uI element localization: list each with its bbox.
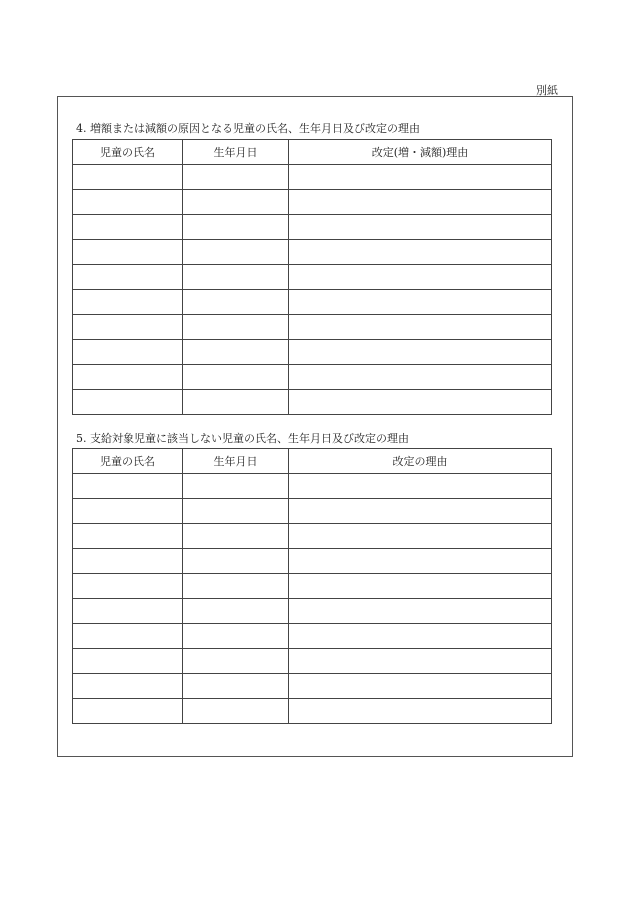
cell-child-name[interactable] bbox=[73, 390, 183, 415]
cell-child-name[interactable] bbox=[73, 624, 183, 649]
column-header-revision-reason: 改定(増・減額)理由 bbox=[289, 140, 552, 165]
cell-revision-reason[interactable] bbox=[289, 474, 552, 499]
cell-child-name[interactable] bbox=[73, 215, 183, 240]
table-row bbox=[73, 190, 552, 215]
table-row bbox=[73, 290, 552, 315]
table-row bbox=[73, 215, 552, 240]
cell-child-name[interactable] bbox=[73, 499, 183, 524]
cell-child-name[interactable] bbox=[73, 165, 183, 190]
table-row bbox=[73, 365, 552, 390]
cell-birthdate[interactable] bbox=[183, 190, 289, 215]
cell-revision-reason[interactable] bbox=[289, 624, 552, 649]
cell-child-name[interactable] bbox=[73, 474, 183, 499]
cell-birthdate[interactable] bbox=[183, 315, 289, 340]
cell-revision-reason[interactable] bbox=[289, 549, 552, 574]
cell-birthdate[interactable] bbox=[183, 649, 289, 674]
reason-table-section-5 bbox=[72, 448, 552, 724]
table-row bbox=[73, 549, 552, 574]
cell-birthdate[interactable] bbox=[183, 474, 289, 499]
column-header-child-name: 児童の氏名 bbox=[73, 449, 183, 474]
cell-birthdate[interactable] bbox=[183, 265, 289, 290]
cell-child-name[interactable] bbox=[73, 190, 183, 215]
cell-child-name[interactable] bbox=[73, 599, 183, 624]
cell-revision-reason[interactable] bbox=[289, 315, 552, 340]
cell-revision-reason[interactable] bbox=[289, 365, 552, 390]
cell-birthdate[interactable] bbox=[183, 499, 289, 524]
table-row bbox=[73, 340, 552, 365]
column-header-child-name: 児童の氏名 bbox=[73, 140, 183, 165]
cell-revision-reason[interactable] bbox=[289, 674, 552, 699]
cell-revision-reason[interactable] bbox=[289, 290, 552, 315]
section-5-heading: 5. 支給対象児童に該当しない児童の氏名、生年月日及び改定の理由 bbox=[76, 432, 409, 445]
table-row bbox=[73, 474, 552, 499]
table-row bbox=[73, 699, 552, 724]
reason-table-section-4 bbox=[72, 139, 552, 415]
cell-birthdate[interactable] bbox=[183, 599, 289, 624]
cell-child-name[interactable] bbox=[73, 549, 183, 574]
cell-birthdate[interactable] bbox=[183, 365, 289, 390]
cell-revision-reason[interactable] bbox=[289, 240, 552, 265]
cell-revision-reason[interactable] bbox=[289, 699, 552, 724]
cell-birthdate[interactable] bbox=[183, 574, 289, 599]
column-header-revision-reason: 改定の理由 bbox=[289, 449, 552, 474]
cell-birthdate[interactable] bbox=[183, 674, 289, 699]
cell-child-name[interactable] bbox=[73, 290, 183, 315]
cell-revision-reason[interactable] bbox=[289, 390, 552, 415]
cell-child-name[interactable] bbox=[73, 340, 183, 365]
cell-revision-reason[interactable] bbox=[289, 524, 552, 549]
cell-birthdate[interactable] bbox=[183, 549, 289, 574]
cell-revision-reason[interactable] bbox=[289, 190, 552, 215]
table-row bbox=[73, 390, 552, 415]
cell-child-name[interactable] bbox=[73, 524, 183, 549]
table-row bbox=[73, 624, 552, 649]
table-row bbox=[73, 240, 552, 265]
table-header-row bbox=[73, 449, 552, 474]
table-row bbox=[73, 674, 552, 699]
cell-child-name[interactable] bbox=[73, 574, 183, 599]
cell-revision-reason[interactable] bbox=[289, 165, 552, 190]
cell-birthdate[interactable] bbox=[183, 390, 289, 415]
cell-revision-reason[interactable] bbox=[289, 574, 552, 599]
cell-birthdate[interactable] bbox=[183, 240, 289, 265]
column-header-birthdate: 生年月日 bbox=[183, 449, 289, 474]
cell-revision-reason[interactable] bbox=[289, 599, 552, 624]
cell-child-name[interactable] bbox=[73, 265, 183, 290]
cell-birthdate[interactable] bbox=[183, 215, 289, 240]
cell-birthdate[interactable] bbox=[183, 290, 289, 315]
table-row bbox=[73, 574, 552, 599]
cell-child-name[interactable] bbox=[73, 649, 183, 674]
cell-birthdate[interactable] bbox=[183, 165, 289, 190]
cell-revision-reason[interactable] bbox=[289, 649, 552, 674]
table-row bbox=[73, 599, 552, 624]
cell-birthdate[interactable] bbox=[183, 340, 289, 365]
cell-birthdate[interactable] bbox=[183, 524, 289, 549]
table-row bbox=[73, 165, 552, 190]
cell-child-name[interactable] bbox=[73, 365, 183, 390]
column-header-birthdate: 生年月日 bbox=[183, 140, 289, 165]
table-row bbox=[73, 524, 552, 549]
cell-birthdate[interactable] bbox=[183, 624, 289, 649]
cell-revision-reason[interactable] bbox=[289, 215, 552, 240]
cell-child-name[interactable] bbox=[73, 699, 183, 724]
cell-revision-reason[interactable] bbox=[289, 265, 552, 290]
cell-birthdate[interactable] bbox=[183, 699, 289, 724]
table-header-row bbox=[73, 140, 552, 165]
cell-child-name[interactable] bbox=[73, 674, 183, 699]
table-row bbox=[73, 315, 552, 340]
table-row bbox=[73, 499, 552, 524]
table-row bbox=[73, 265, 552, 290]
cell-revision-reason[interactable] bbox=[289, 499, 552, 524]
section-4-heading: 4. 増額または減額の原因となる児童の氏名、生年月日及び改定の理由 bbox=[76, 122, 420, 135]
cell-child-name[interactable] bbox=[73, 240, 183, 265]
cell-revision-reason[interactable] bbox=[289, 340, 552, 365]
table-row bbox=[73, 649, 552, 674]
cell-child-name[interactable] bbox=[73, 315, 183, 340]
attachment-label: 別紙 bbox=[536, 84, 558, 97]
